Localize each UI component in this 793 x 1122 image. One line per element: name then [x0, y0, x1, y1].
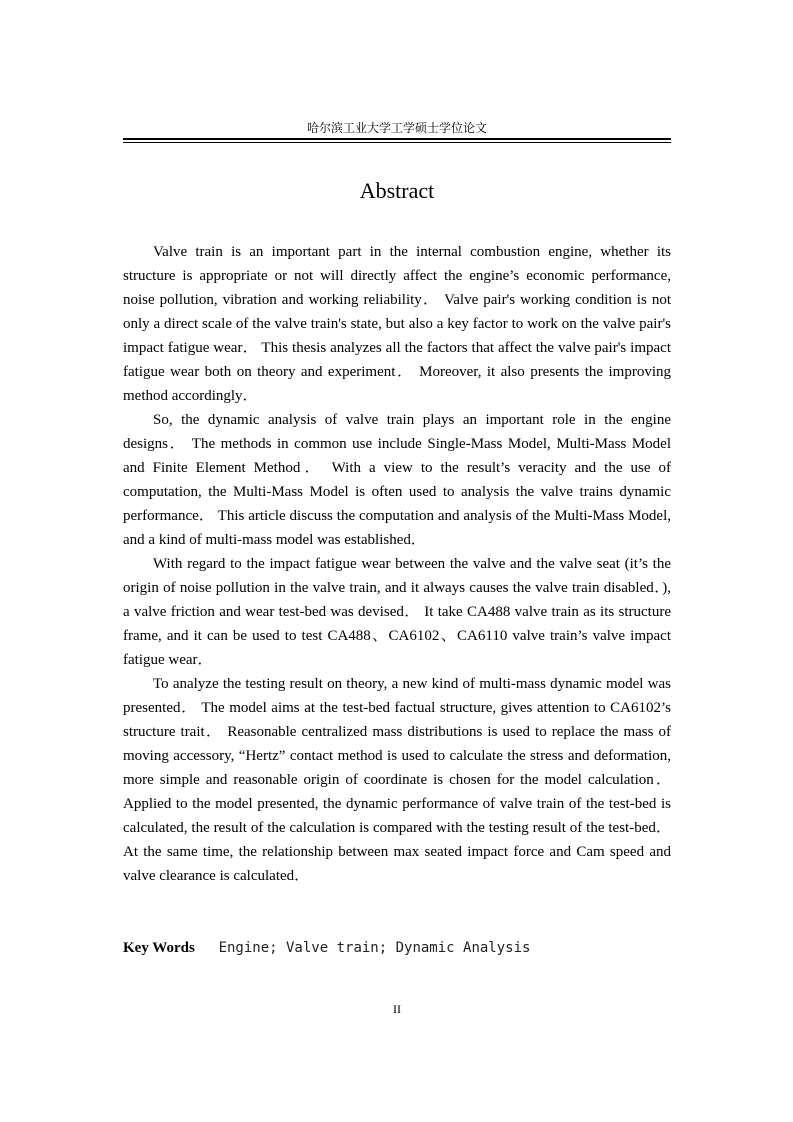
keywords-line: [123, 937, 671, 959]
keywords-value: Engine; Valve train; Dynamic Analysis: [218, 940, 531, 956]
running-header: 哈尔滨工业大学工学硕士学位论文: [306, 121, 487, 135]
header-rule-thick: [123, 138, 671, 140]
header-rule-thin: [123, 142, 671, 143]
abstract-paragraph-1: Valve train is an important part in the internal combustion engine, whether its structure is appropriate or not will directly affect the engine’s economic performance, noise pollution, vibration and working reliability． Valve pair's working condition is not only a direct scale of the valve train's state, but also a key factor to work on the valve pair's impact fatigue wear． This thesis analyzes all the factors that affect the valve pair's impact fatigue wear both on theory and experiment． Moreover, it also presents the improving method accordingly．: [123, 244, 671, 404]
abstract-paragraph-3: With regard to the impact fatigue wear between the valve and the valve seat (it’s the origin of noise pollution in the valve train, and it always causes the valve train disabled．), a valve friction and wear test-bed was devised． It take CA488 valve train as its structure frame, and it can be used to test CA488、CA6102、CA6110 valve train’s valve impact fatigue wear．: [123, 556, 671, 668]
abstract-paragraph-4: To analyze the testing result on theory, a new kind of multi-mass dynamic model was presented． The model aims at the test-bed factual structure, gives attention to CA6102’s structure trait． Reasonable centralized mass distributions is used to replace the mass of moving accessory, “Hertz” contact method is used to calculate the stress and deformation, more simple and reasonable origin of coordinate is chosen for the model calculation． Applied to the model presented, the dynamic performance of valve train of the test-bed is calculated, the result of the calculation is compared with the testing result of the test-bed． At the same time, the relationship between max seated impact force and Cam speed and valve clearance is calculated．: [123, 676, 671, 884]
abstract-body: [123, 240, 671, 888]
abstract-paragraph-2: So, the dynamic analysis of valve train plays an important role in the engine designs． The methods in common use include Single-Mass Model, Multi-Mass Model and Finite Element Method． With a view to the result’s veracity and the use of computation, the Multi-Mass Model is often used to analysis the valve trains dynamic performance． This article discuss the computation and analysis of the Multi-Mass Model, and a kind of multi-mass model was established．: [123, 412, 671, 548]
abstract-title: Abstract: [359, 178, 435, 203]
page-number: II: [393, 1002, 401, 1016]
keywords-label: Key Words: [123, 940, 195, 956]
